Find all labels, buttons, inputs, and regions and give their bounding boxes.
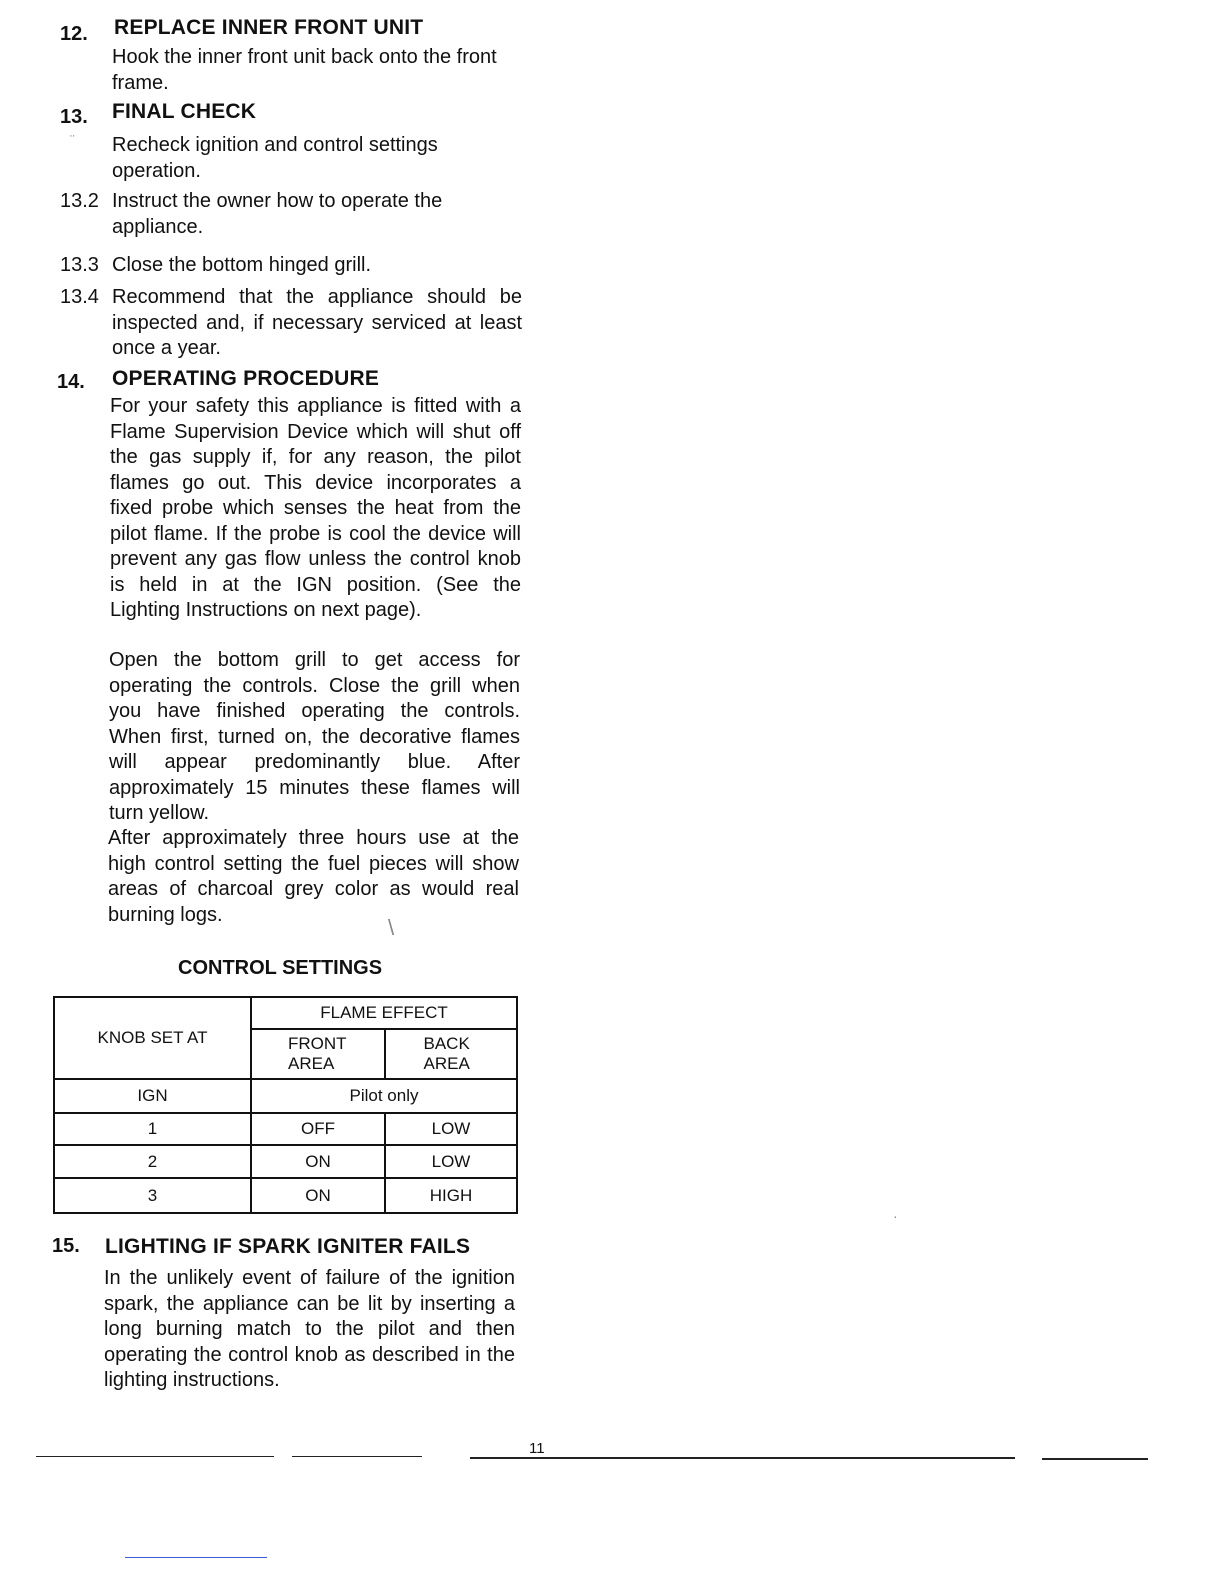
section-13-item-2-text: Instruct the owner how to operate the appliance. — [112, 190, 443, 238]
section-12-title: REPLACE INNER FRONT UNIT — [114, 16, 424, 39]
section-14-title: OPERATING PROCEDURE — [112, 367, 380, 390]
scan-mark: \ — [388, 915, 395, 940]
table-row — [54, 1145, 517, 1178]
page-number: 11 — [529, 1440, 545, 1457]
section-14-number: 14. — [57, 371, 85, 393]
scan-speck: ¨ — [70, 132, 75, 148]
header-front-area — [251, 1029, 385, 1079]
section-13-item-4-number: 13.4 — [60, 286, 99, 308]
footer-rule-segment — [36, 1456, 274, 1457]
scan-dot: · — [893, 1208, 898, 1224]
front-cell: OFF — [251, 1113, 385, 1145]
section-12-number: 12. — [60, 23, 88, 45]
section-14-paragraph-2: Open the bottom grill to get access for operating the controls. Close the grill when you have finished operating the controls. When first, turned on, the decorative flames will appear predominantly blue. After approximately 15 minutes these flames will turn yellow. — [109, 649, 520, 824]
header-back-area-label: BACK AREA — [423, 1034, 470, 1073]
section-15-title: LIGHTING IF SPARK IGNITER FAILS — [105, 1235, 471, 1258]
header-front-area-label: FRONT AREA — [288, 1034, 347, 1073]
section-13-title: FINAL CHECK — [112, 100, 257, 123]
header-knob-set-at: KNOB SET AT — [54, 997, 251, 1079]
knob-cell: 3 — [54, 1178, 251, 1213]
section-13-number: 13. — [60, 106, 88, 128]
control-settings-table — [53, 996, 518, 1214]
section-13-item-2-number: 13.2 — [60, 190, 99, 212]
table-row — [54, 1113, 517, 1145]
front-cell: ON — [251, 1178, 385, 1213]
back-cell: LOW — [385, 1145, 517, 1178]
bottom-blue-line — [125, 1557, 267, 1558]
section-13-item-3-number: 13.3 — [60, 254, 99, 276]
text-column — [0, 0, 560, 1584]
pilot-only-cell: Pilot only — [251, 1079, 517, 1113]
footer-rule-segment — [470, 1457, 1015, 1459]
section-13-item-1-text: Recheck ignition and control settings operation. — [112, 134, 438, 182]
knob-cell: 2 — [54, 1145, 251, 1178]
section-15-text: In the unlikely event of failure of the ignition spark, the appliance can be lit by inserting a long burning match to the pilot and then operating the control knob as described in the lighting instructions. — [104, 1267, 515, 1391]
table-row — [54, 1079, 517, 1113]
section-13-item-3-text: Close the bottom hinged grill. — [112, 254, 372, 276]
section-14-paragraph-3: After approximately three hours use at the high control setting the fuel pieces will show areas of charcoal grey color as would real burning logs. — [108, 827, 519, 926]
front-cell: ON — [251, 1145, 385, 1178]
back-cell: HIGH — [385, 1178, 517, 1213]
section-14-paragraph-1: For your safety this appliance is fitted with a Flame Supervision Device which will shut off the gas supply if, for any reason, the pilot flames go out. This device incorporates a fixed probe which senses the heat from the pilot flame. If the probe is cool the device will prevent any gas flow unless the control knob is held in at the IGN position. (See the Lighting Instructions on next page). — [110, 395, 521, 621]
table-row — [54, 1178, 517, 1213]
knob-cell: IGN — [54, 1079, 251, 1113]
section-13-item-4-text: Recommend that the appliance should be inspected and, if necessary serviced at least once a year. — [112, 286, 522, 359]
header-flame-effect: FLAME EFFECT — [251, 997, 517, 1029]
footer-rule-segment — [292, 1456, 422, 1457]
knob-cell: 1 — [54, 1113, 251, 1145]
section-15-number: 15. — [52, 1235, 80, 1257]
header-back-area — [385, 1029, 517, 1079]
back-cell: LOW — [385, 1113, 517, 1145]
section-12-text: Hook the inner front unit back onto the front frame. — [112, 46, 497, 94]
footer-rule-segment — [1042, 1458, 1148, 1460]
control-settings-title: CONTROL SETTINGS — [178, 957, 383, 979]
